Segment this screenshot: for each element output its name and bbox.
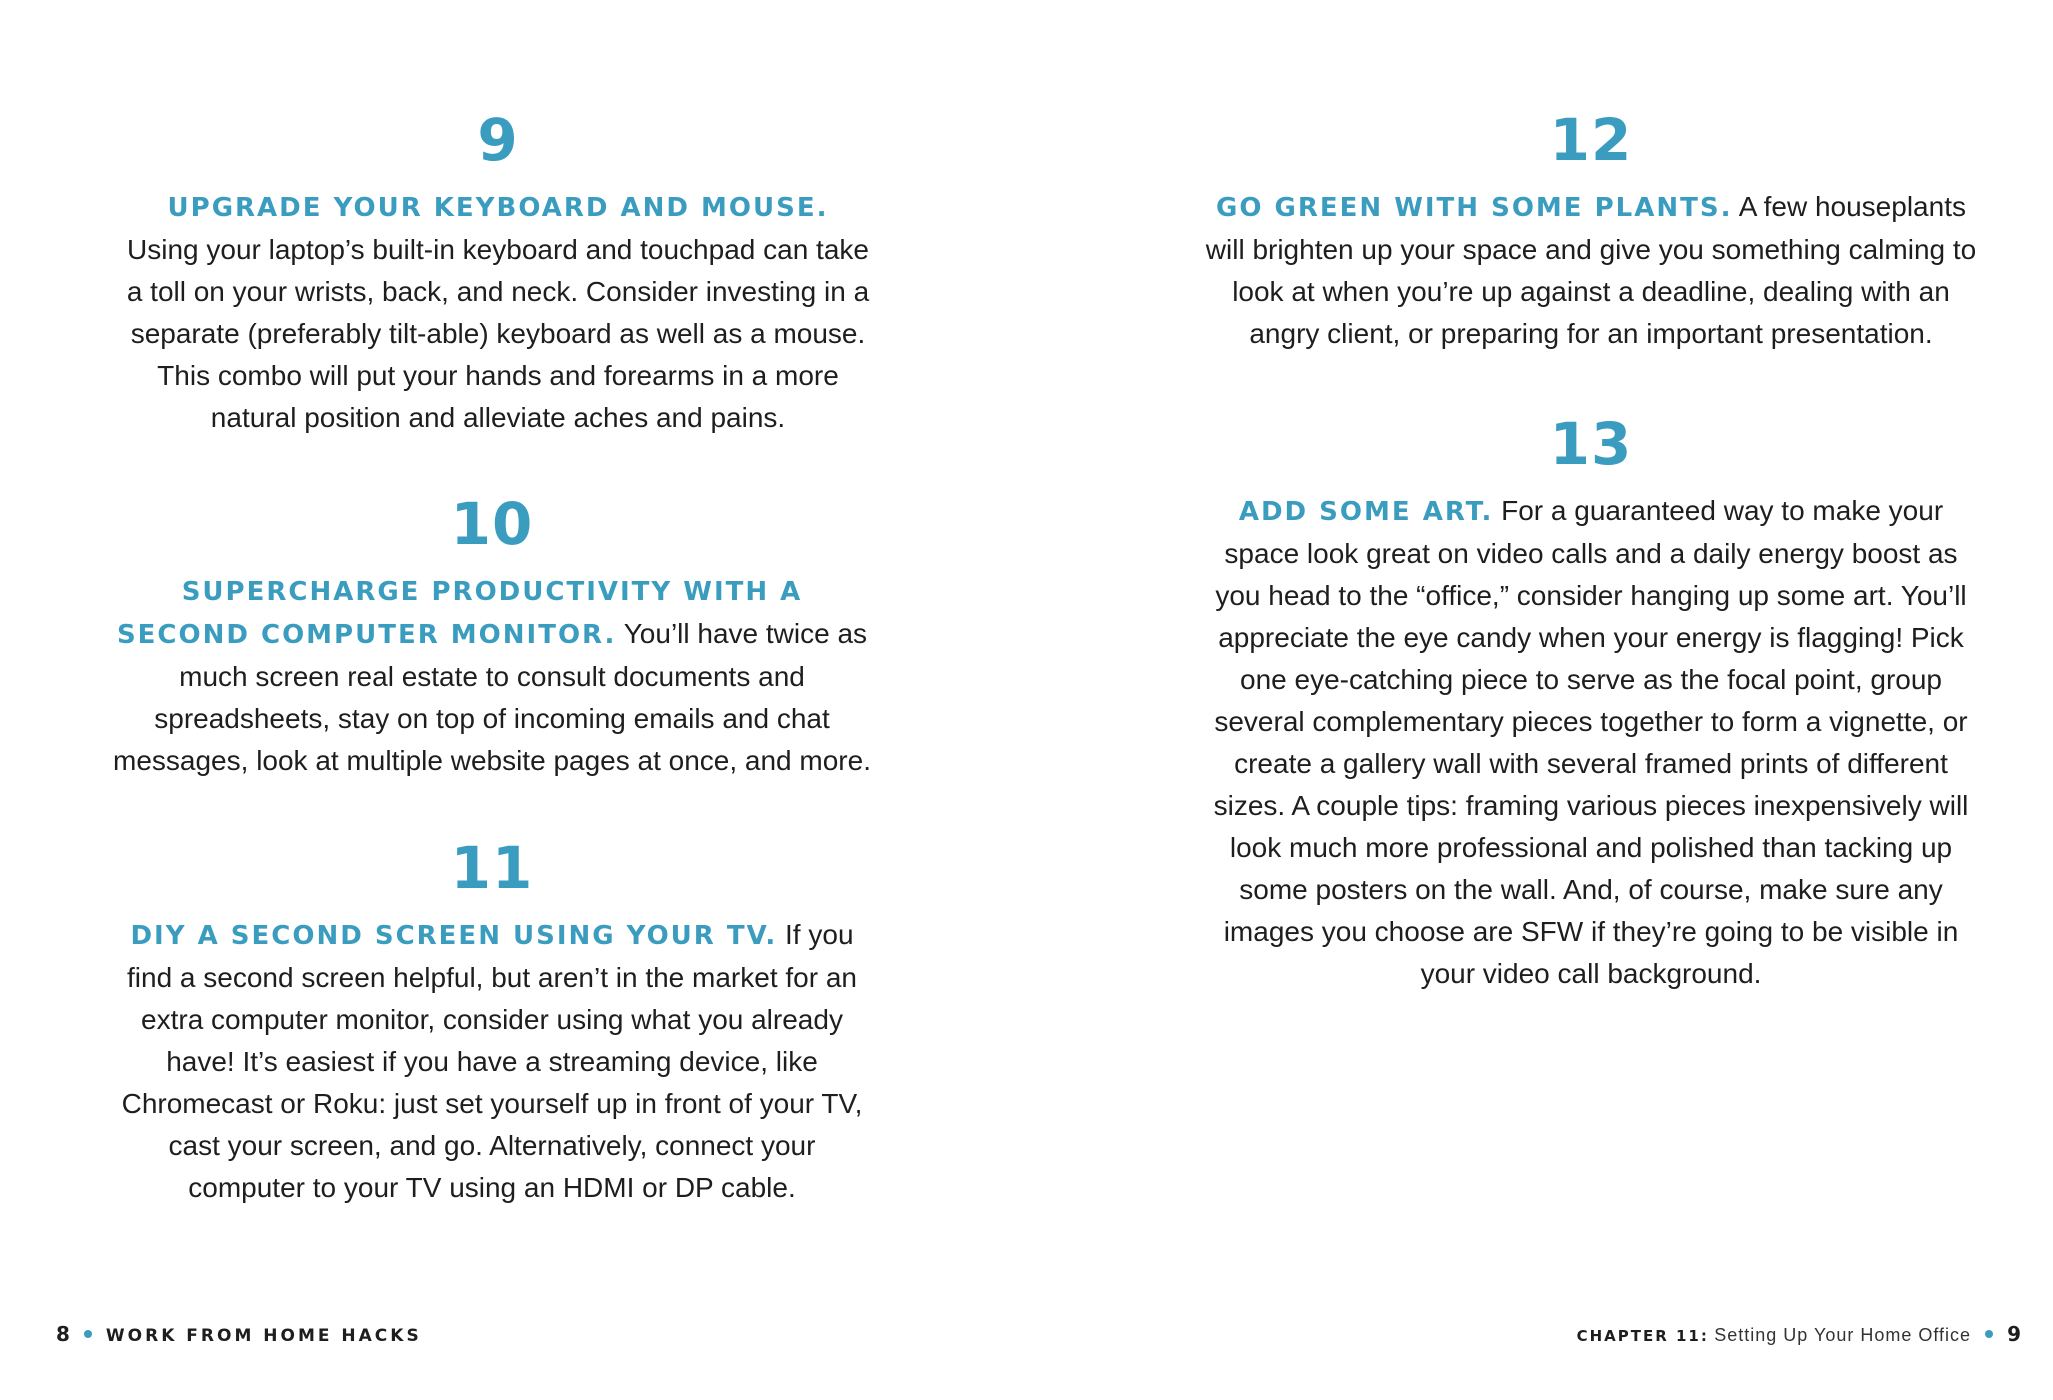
tip-number: 10: [450, 490, 534, 558]
bullet-dot-icon: [1985, 1330, 1993, 1338]
tip-text: [112, 570, 872, 782]
right-page-footer: [1577, 1322, 2021, 1346]
tip-10: [112, 492, 872, 782]
tip-body: If you find a second screen helpful, but aren’t in the market for an extra computer monitor, consider using what you already have! It’s easiest if you have a streaming device, like Chromecast or Roku: just set yourself up in front of your TV, cast your screen, and go. Alternatively, connect your computer to your TV using an HDMI or DP cable.: [121, 919, 863, 1203]
tip-body: For a guaranteed way to make your space look great on video calls and a daily energy boost as you head to the “office,” consider hanging up some art. You’ll appreciate the eye candy when your energy is flagging! Pick one eye-catching piece to serve as the focal point, group several complementary pieces together to form a vignette, or create a gallery wall with several framed prints of different sizes. A couple tips: framing various pieces inexpensively will look much more professional and polished than tacking up some posters on the wall. And, of course, make sure any images you choose are SFW if they’re going to be visible in your video call background.: [1213, 495, 1969, 989]
running-head-chapter-label: CHAPTER 11:: [1576, 1327, 1709, 1345]
tip-heading: ADD SOME ART.: [1238, 497, 1494, 527]
running-head-book-title: WORK FROM HOME HACKS: [105, 1326, 422, 1346]
tip-12: [1201, 108, 1981, 355]
tip-text: [112, 914, 872, 1209]
tip-number: 12: [1549, 106, 1633, 174]
tip-9: [118, 108, 878, 439]
tip-heading: GO GREEN WITH SOME PLANTS.: [1216, 193, 1733, 223]
left-page-footer: [56, 1322, 422, 1346]
tip-number: 11: [450, 834, 534, 902]
tip-text: [1201, 490, 1981, 995]
page-number: 8: [56, 1322, 70, 1346]
tip-text: [1201, 186, 1981, 355]
page-number: 9: [2007, 1322, 2021, 1346]
tip-body: Using your laptop’s built-in keyboard and touchpad can take a toll on your wrists, back, and neck. Consider investing in a separate (preferably tilt-able) keyboard as well as a mouse. This combo will put your hands and forearms in a more natural position and alleviate aches and pains.: [126, 234, 870, 433]
tip-13: [1201, 412, 1981, 995]
bullet-dot-icon: [84, 1330, 92, 1338]
tip-body: You’ll have twice as much screen real estate to consult documents and spreadsheets, stay on top of incoming emails and chat messages, look at multiple website pages at once, and more.: [113, 618, 871, 776]
tip-11: [112, 836, 872, 1209]
running-head-chapter-title: Setting Up Your Home Office: [1714, 1325, 1972, 1345]
tip-heading: DIY A SECOND SCREEN USING YOUR TV.: [130, 921, 778, 951]
right-page: [1026, 0, 2053, 1400]
left-page: [0, 0, 1026, 1400]
tip-number: 13: [1549, 410, 1633, 478]
tip-number: 9: [477, 106, 519, 174]
tip-heading: UPGRADE YOUR KEYBOARD AND MOUSE.: [167, 193, 829, 223]
tip-body: A few houseplants will brighten up your space and give you something calming to look at when you’re up against a deadline, dealing with an angry client, or preparing for an important presentation.: [1205, 191, 1977, 349]
tip-text: [118, 186, 878, 439]
tip-heading: SUPERCHARGE PRODUCTIVITY WITH A SECOND COMPUTER MONITOR.: [116, 577, 803, 650]
